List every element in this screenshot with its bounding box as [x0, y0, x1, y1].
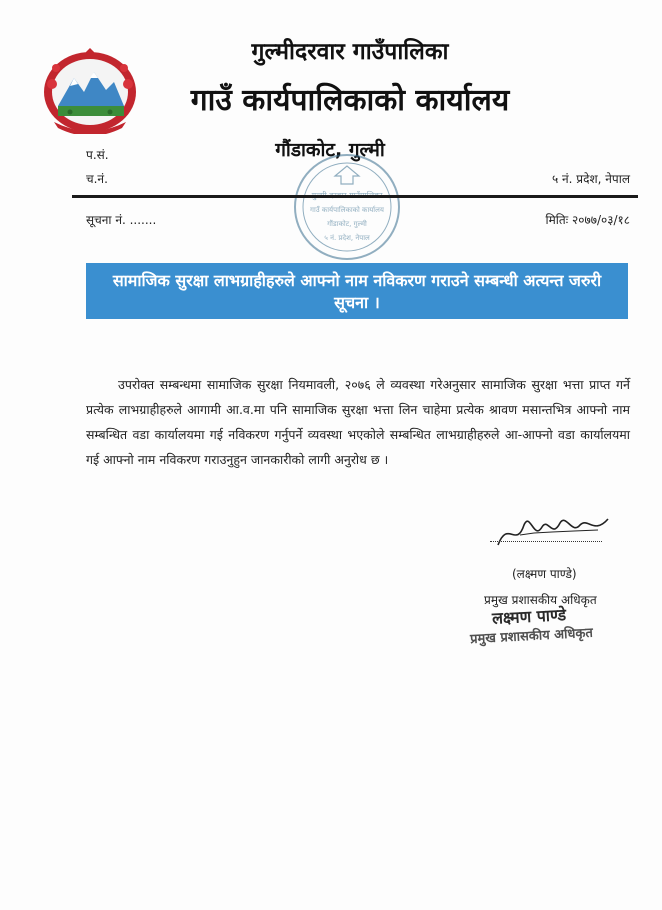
seal-stamp-name: लक्ष्मण पाण्डे: [491, 605, 567, 628]
notice-title: सामाजिक सुरक्षा लाभग्राहीहरुले आफ्नो नाम नविकरण गराउने सम्बन्धी अत्यन्त जरुरी सूचना ।: [112, 271, 602, 312]
reference-cn-label: च.नं.: [86, 172, 108, 186]
stamp-line-2: गाउँ कार्यपालिकाको कार्यालय: [310, 206, 384, 214]
header-divider: [72, 195, 638, 198]
office-stamp-icon: [290, 150, 404, 264]
notice-title-banner: [86, 263, 628, 319]
officer-title: प्रमुख प्रशासकीय अधिकृत: [484, 593, 597, 607]
stamp-line-4: ५ नं. प्रदेश, नेपाल: [324, 234, 370, 242]
org-name-office: गाउँ कार्यपालिकाको कार्यालय: [190, 83, 510, 118]
org-address: गौंडाकोट, गुल्मी: [275, 139, 385, 161]
reference-ps-label: प.सं.: [86, 148, 109, 162]
signature-line: [490, 541, 602, 542]
officer-name: (लक्ष्मण पाण्डे): [512, 567, 577, 581]
notice-body-paragraph: उपरोक्त सम्बन्धमा सामाजिक सुरक्षा नियमावली, २०७६ ले व्यवस्था गरेअनुसार सामाजिक सुरक्षा भत्ता प्राप्त गर्ने प्रत्येक लाभग्राहीहरुले आगामी आ.व.मा पनि सामाजिक सुरक्षा भत्ता लिन चाहेमा प्रत्येक श्रावण मसान्तभित्र आफ्नो नाम सम्बन्धित वडा कार्यालयमा गई नविकरण गर्नुपर्ने व्यवस्था भएकोले सम्बन्धित लाभग्राहीहरुले आ-आफ्नो वडा कार्यालयमा गई आफ्नो नाम नविकरण गराउनुहुन जानकारीको लागी अनुरोध छ ।: [86, 377, 630, 467]
nepal-emblem-icon: [40, 48, 140, 134]
org-name-municipality: गुल्मीदरवार गाउँपालिका: [251, 39, 449, 65]
stamp-line-3: गौंडाकोट, गुल्मी: [327, 220, 367, 228]
notice-date: मितिः २०७७/०३/१८: [545, 213, 630, 227]
seal-stamp-title: प्रमुख प्रशासकीय अधिकृत: [469, 625, 594, 648]
stamp-line-1: गुल्मी दरवार गाउँपालिका: [311, 191, 383, 200]
province-label: ५ नं. प्रदेश, नेपाल: [551, 172, 630, 186]
notice-number: सूचना नं. .......: [86, 213, 157, 227]
signature-icon: [494, 505, 614, 565]
